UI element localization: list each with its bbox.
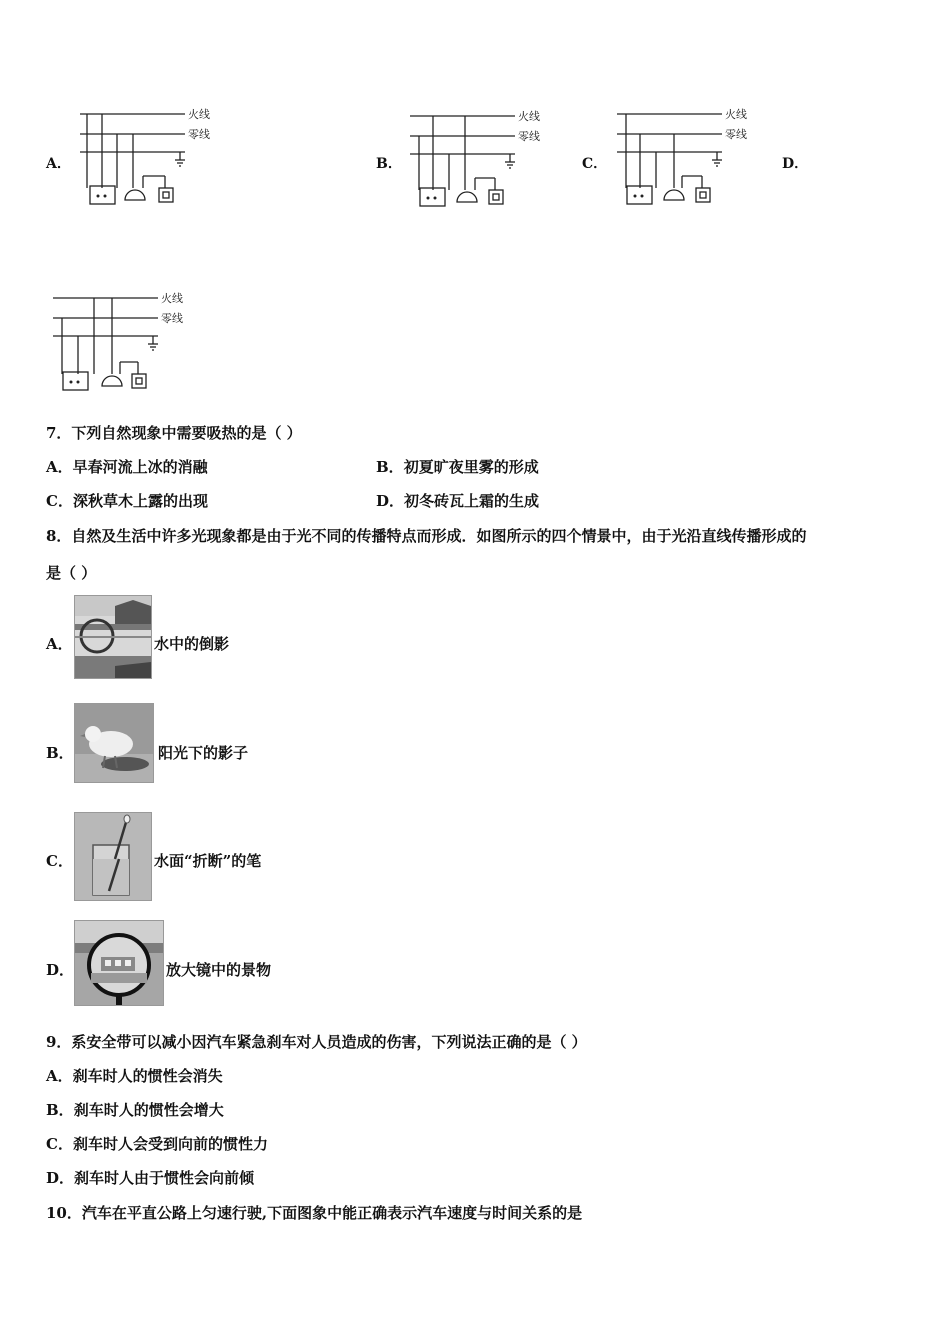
q10-stem: 10．汽车在平直公路上匀速行驶,下面图象中能正确表示汽车速度与时间关系的是 — [46, 1204, 583, 1222]
q9-option-d[interactable]: D．刹车时人由于惯性会向前倾 — [46, 1169, 255, 1187]
q6-option-d-label[interactable]: D． — [782, 156, 809, 172]
q9-option-a[interactable]: A．刹车时人的惯性会消失 — [46, 1067, 223, 1085]
q8-stem-line2: 是（ ） — [46, 564, 97, 582]
q6-a-live-text: 火线 — [188, 108, 210, 121]
pencil-in-water-photo — [74, 812, 152, 901]
bridge-reflection-photo — [74, 595, 152, 679]
q8-option-d-text: 放大镜中的景物 — [166, 961, 272, 979]
q6-c-neutral-text: 零线 — [725, 128, 747, 141]
q6-option-b-label[interactable]: B． — [376, 156, 402, 172]
q8-stem-line1: 8．自然及生活中许多光现象都是由于光不同的传播特点而形成．如图所示的四个情景中，由于光沿直线传播形成的 — [46, 527, 807, 545]
q7-stem: 7．下列自然现象中需要吸热的是（ ） — [46, 424, 302, 442]
magnifier-scene-photo — [74, 920, 164, 1006]
q8-option-a-text: 水中的倒影 — [154, 635, 230, 653]
q7-option-a[interactable]: A．早春河流上冰的消融 — [46, 458, 208, 476]
q8-option-a-label[interactable]: A． — [46, 635, 73, 653]
q6-option-c-circuit — [612, 100, 762, 210]
q7-option-b[interactable]: B．初夏旷夜里雾的形成 — [376, 458, 539, 476]
q6-option-d-circuit — [48, 284, 198, 394]
q6-b-neutral-text: 零线 — [518, 130, 540, 143]
q8-option-d-label[interactable]: D． — [46, 961, 75, 979]
q6-option-a-label[interactable]: A． — [46, 156, 71, 172]
q9-option-c[interactable]: C．刹车时人会受到向前的惯性力 — [46, 1135, 268, 1153]
q9-option-b[interactable]: B．刹车时人的惯性会增大 — [46, 1101, 224, 1119]
q6-option-c-label[interactable]: C． — [582, 156, 608, 172]
q8-option-b-label[interactable]: B． — [46, 744, 74, 762]
q7-option-d[interactable]: D．初冬砖瓦上霜的生成 — [376, 492, 540, 510]
q6-option-a-circuit — [75, 100, 225, 210]
q8-option-c-label[interactable]: C． — [46, 852, 73, 870]
q7-option-c[interactable]: C．深秋草木上露的出现 — [46, 492, 208, 510]
q6-option-b-circuit — [405, 102, 555, 212]
q6-a-neutral-text: 零线 — [188, 128, 210, 141]
q6-b-live-text: 火线 — [518, 110, 540, 123]
q8-option-c-text: 水面“折断”的笔 — [154, 852, 262, 870]
q6-d-neutral-text: 零线 — [161, 312, 183, 325]
q8-option-b-text: 阳光下的影子 — [158, 744, 249, 762]
bird-shadow-photo — [74, 703, 154, 783]
q9-stem: 9．系安全带可以减小因汽车紧急刹车对人员造成的伤害，下列说法正确的是（ ） — [46, 1033, 587, 1051]
q6-d-live-text: 火线 — [161, 292, 183, 305]
q6-c-live-text: 火线 — [725, 108, 747, 121]
